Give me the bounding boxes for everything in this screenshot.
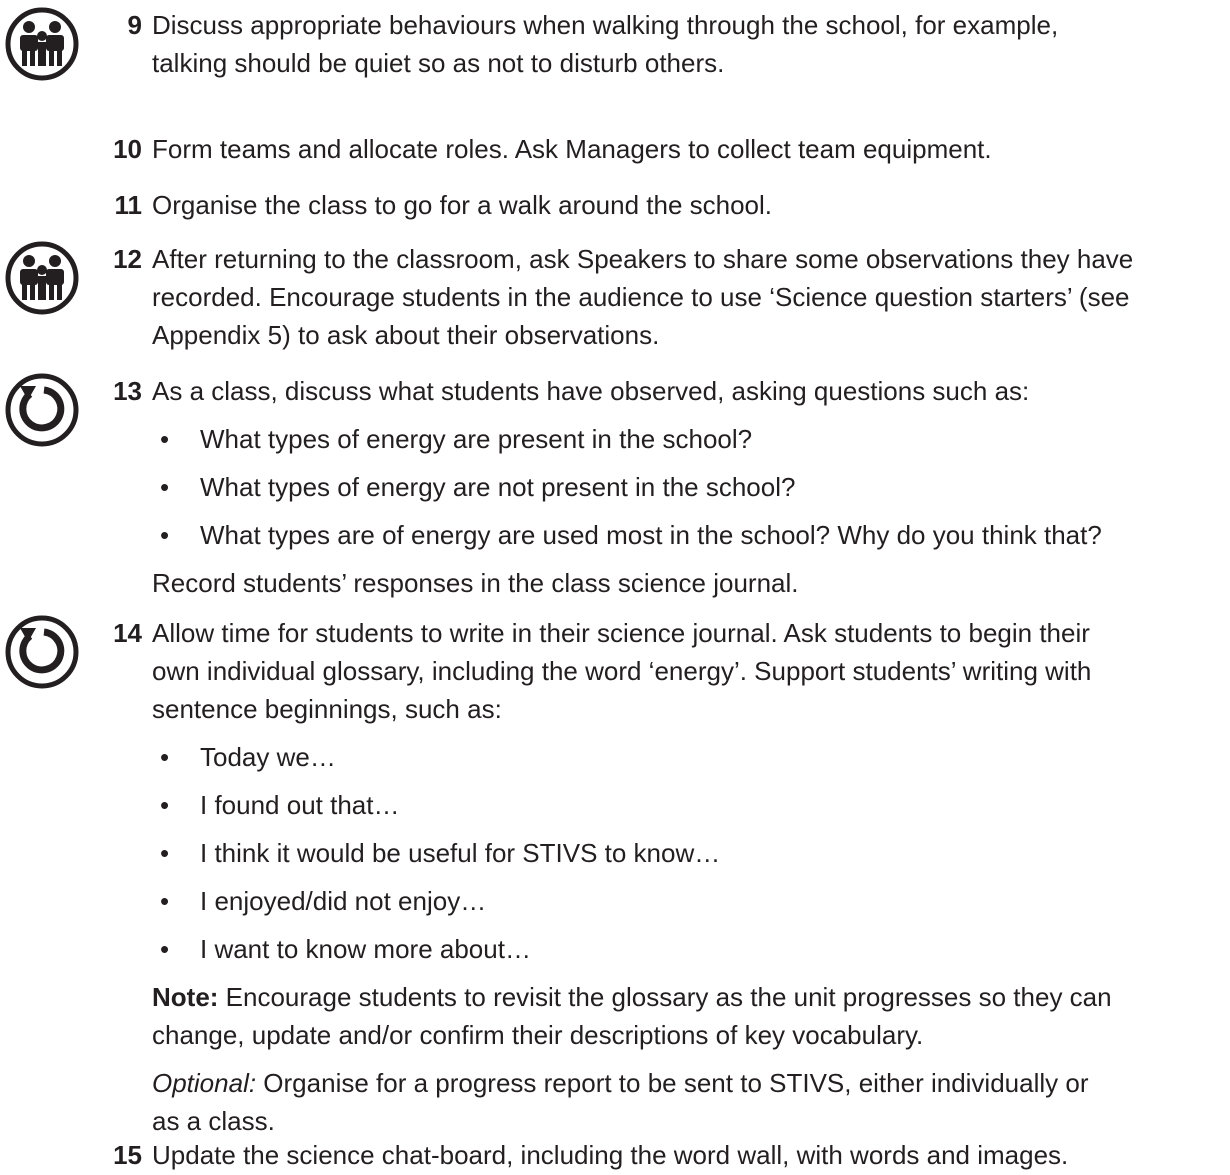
note-paragraph bbox=[152, 978, 1222, 1016]
list-item-text: What types are of energy are used most in the school? Why do you think that? bbox=[200, 520, 1102, 550]
text-line: Record students’ responses in the class science journal. bbox=[152, 568, 799, 598]
text-line: as a class. bbox=[152, 1106, 275, 1136]
step-number: 10 bbox=[113, 134, 142, 164]
bullet: • bbox=[160, 520, 170, 550]
list-item bbox=[152, 930, 1222, 968]
step-number: 13 bbox=[113, 376, 142, 406]
list-item bbox=[152, 786, 1222, 824]
list-item bbox=[152, 834, 1222, 872]
text-line: own individual glossary, including the word ‘energy’. Support students’ writing with bbox=[152, 656, 1092, 686]
list-item-text: I think it would be useful for STIVS to know… bbox=[200, 838, 721, 868]
text-line: After returning to the classroom, ask Speakers to share some observations they have bbox=[152, 244, 1134, 274]
step-text bbox=[152, 1136, 1222, 1174]
note-label: Note: bbox=[152, 982, 219, 1012]
text-line: Appendix 5) to ask about their observations. bbox=[152, 320, 660, 350]
team-icon bbox=[4, 240, 80, 316]
list-item-text: Today we… bbox=[200, 742, 336, 772]
text-line: talking should be quiet so as not to disturb others. bbox=[152, 48, 725, 78]
text-line: As a class, discuss what students have observed, asking questions such as: bbox=[152, 376, 1030, 406]
list-item-text: I found out that… bbox=[200, 790, 400, 820]
text-line: sentence beginnings, such as: bbox=[152, 694, 502, 724]
step-text bbox=[152, 372, 1222, 602]
bullet: • bbox=[160, 838, 170, 868]
bullet: • bbox=[160, 472, 170, 502]
bullet: • bbox=[160, 742, 170, 772]
list-item bbox=[152, 516, 1222, 554]
text-line: change, update and/or confirm their descriptions of key vocabulary. bbox=[152, 1020, 924, 1050]
list-item bbox=[152, 468, 1222, 506]
step-text bbox=[152, 614, 1222, 1140]
step-number: 11 bbox=[114, 190, 142, 220]
step-text bbox=[152, 240, 1222, 354]
list-item-text: I want to know more about… bbox=[200, 934, 531, 964]
text-line: Encourage students to revisit the glossary as the unit progresses so they can bbox=[218, 982, 1112, 1012]
list-item bbox=[152, 738, 1222, 776]
text-line: Discuss appropriate behaviours when walking through the school, for example, bbox=[152, 10, 1059, 40]
step-text bbox=[152, 186, 1222, 224]
text-line: Allow time for students to write in their science journal. Ask students to begin their bbox=[152, 618, 1090, 648]
sentence-starter-list bbox=[152, 738, 1222, 968]
text-line: Form teams and allocate roles. Ask Managers to collect team equipment. bbox=[152, 134, 992, 164]
review-cycle-icon bbox=[4, 372, 80, 448]
step-number: 12 bbox=[113, 244, 142, 274]
text-line: Organise for a progress report to be sent to STIVS, either individually or bbox=[256, 1068, 1089, 1098]
step-text bbox=[152, 6, 1222, 82]
step-number: 14 bbox=[113, 618, 142, 648]
bullet: • bbox=[160, 886, 170, 916]
optional-label: Optional: bbox=[152, 1068, 257, 1098]
list-item bbox=[152, 882, 1222, 920]
list-item-text: What types of energy are not present in the school? bbox=[200, 472, 796, 502]
list-item-text: I enjoyed/did not enjoy… bbox=[200, 886, 487, 916]
text-line: recorded. Encourage students in the audience to use ‘Science question starters’ (see bbox=[152, 282, 1130, 312]
review-cycle-icon bbox=[4, 614, 80, 690]
step-number: 9 bbox=[127, 10, 142, 40]
list-item-text: What types of energy are present in the school? bbox=[200, 424, 753, 454]
bullet: • bbox=[160, 424, 170, 454]
team-icon bbox=[4, 6, 80, 82]
question-list bbox=[152, 420, 1222, 554]
bullet: • bbox=[160, 934, 170, 964]
text-line: Update the science chat-board, including the word wall, with words and images. bbox=[152, 1140, 1069, 1170]
step-text bbox=[152, 130, 1222, 168]
text-line: Organise the class to go for a walk around the school. bbox=[152, 190, 773, 220]
optional-paragraph bbox=[152, 1064, 1222, 1102]
step-number: 15 bbox=[113, 1140, 142, 1170]
list-item bbox=[152, 420, 1222, 458]
bullet: • bbox=[160, 790, 170, 820]
